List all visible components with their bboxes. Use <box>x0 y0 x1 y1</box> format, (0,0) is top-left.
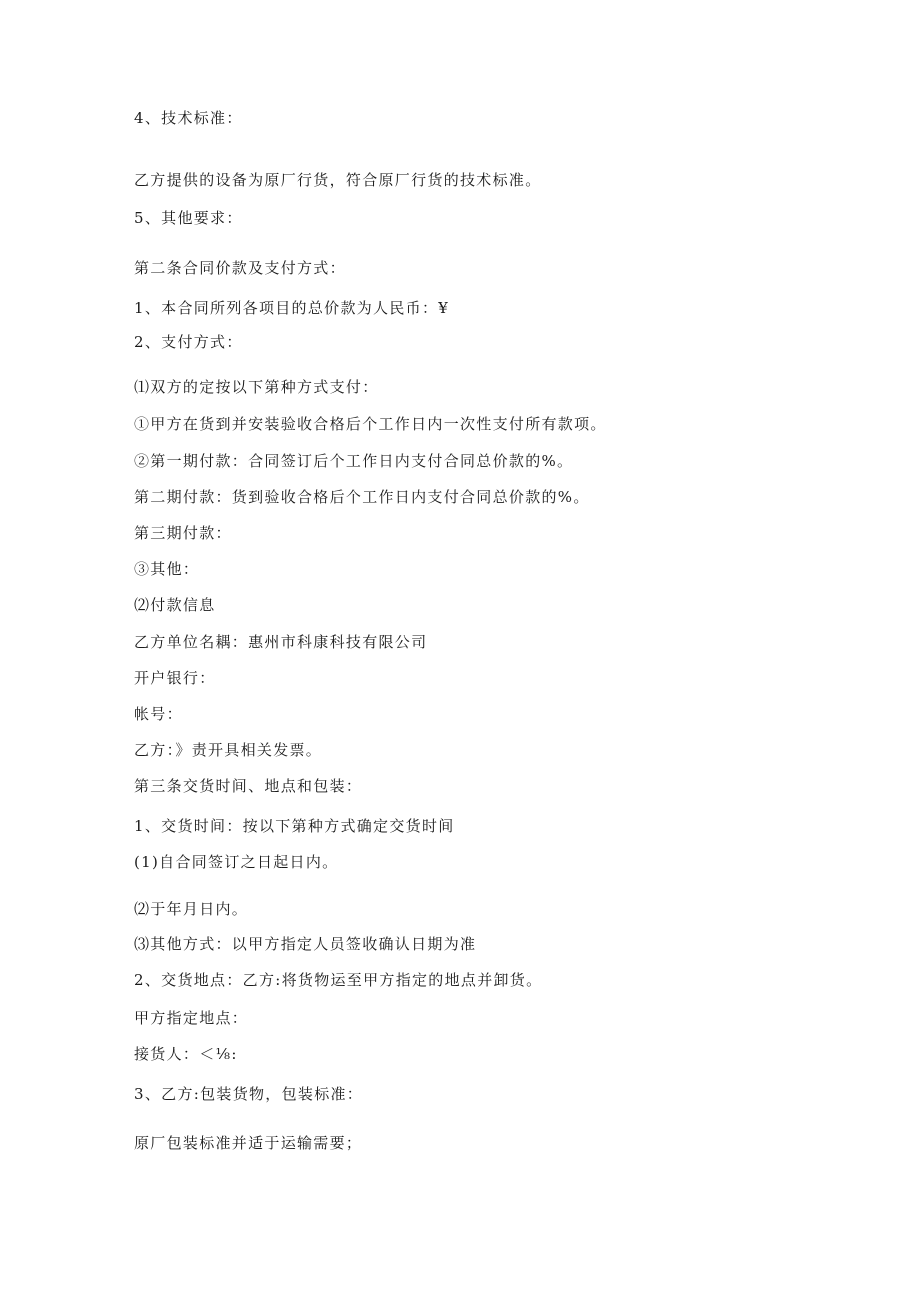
delivery-place-line: 2、交货地点：乙方:将货物运至甲方指定的地点并卸货。 <box>134 971 543 989</box>
technical-standard-text: 乙方提供的设备为原厂行货，符合原厂行货的技术标准。 <box>134 171 542 189</box>
delivery-time-option-one: (1)自合同签订之日起日内。 <box>134 853 339 871</box>
delivery-time-option-two: ⑵于年月日内。 <box>134 900 249 918</box>
bank-name-line: 开户银行： <box>134 669 216 687</box>
designated-place-line: 甲方指定地点： <box>134 1009 249 1027</box>
total-price-line: 1、本合同所列各项目的总价款为人民币：¥ <box>134 299 450 317</box>
payment-info-heading: ⑵付款信息 <box>134 596 216 614</box>
receiver-line: 接货人：＜⅛: <box>134 1045 238 1063</box>
payment-option-one: ①甲方在货到并安装验收合格后个工作日内一次性支付所有款项。 <box>134 415 607 433</box>
section-other-requirements: 5、其他要求： <box>134 209 243 227</box>
payee-company-name: 乙方单位名耦：惠州市科康科技有限公司 <box>134 633 428 651</box>
payment-option-two-first: ②第一期付款：合同签订后个工作日内支付合同总价款的%。 <box>134 452 574 470</box>
article-three-heading: 第三条交货时间、地点和包装： <box>134 777 363 795</box>
delivery-time-heading: 1、交货时间：按以下第种方式确定交货时间 <box>134 817 455 835</box>
account-number-line: 帐号： <box>134 705 183 723</box>
payment-option-three: ③其他： <box>134 560 200 578</box>
packaging-standard-text: 原厂包装标准并适于运输需要； <box>134 1134 363 1152</box>
section-technical-standard: 4、技术标准： <box>134 109 243 127</box>
packaging-heading: 3、乙方:包装货物，包装标准： <box>134 1085 364 1103</box>
payment-method-heading: 2、支付方式： <box>134 333 243 351</box>
invoice-line: 乙方：》责开具相关发票。 <box>134 741 323 759</box>
delivery-time-option-three: ⑶其他方式：以甲方指定人员签收确认日期为准 <box>134 935 477 953</box>
payment-option-intro: ⑴双方的定按以下第种方式支付： <box>134 378 379 396</box>
article-two-heading: 第二条合同价款及支付方式： <box>134 259 346 277</box>
payment-option-two-second: 第二期付款：货到验收合格后个工作日内支付合同总价款的%。 <box>134 488 590 506</box>
payment-option-two-third: 第三期付款： <box>134 524 232 542</box>
